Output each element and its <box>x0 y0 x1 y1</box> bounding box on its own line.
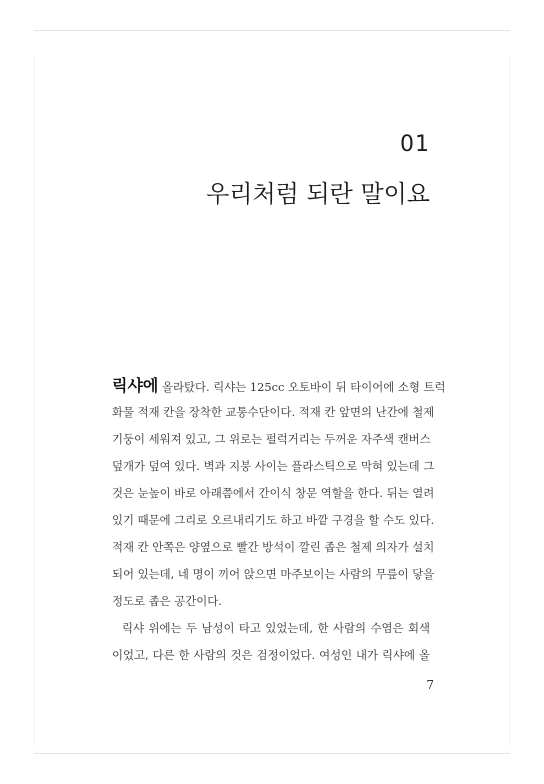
paragraph-1-line-9: 정도로 좁은 공간이다. <box>112 594 222 608</box>
lead-word: 릭샤에 <box>112 376 159 395</box>
paragraph-1-line-4: 덮개가 덮여 있다. 벽과 지붕 사이는 플라스틱으로 막혀 있는데 그 <box>112 459 435 473</box>
paragraph-1-line-1: 릭샤에 올라탔다. 릭샤는 125cc 오토바이 뒤 타이어에 소형 트럭 <box>112 376 446 395</box>
page-edge-right <box>509 58 510 746</box>
paragraph-2-line-2: 이었고, 다른 한 사람의 것은 검정이었다. 여성인 내가 릭샤에 올 <box>112 648 430 662</box>
paragraph-1-line-5: 것은 눈높이 바로 아래쯤에서 간이식 창문 역할을 한다. 뒤는 열려 <box>112 486 435 500</box>
paragraph-1-line-6: 있기 때문에 그리로 오르내리기도 하고 바깥 구경을 할 수도 있다. <box>112 513 435 527</box>
paragraph-1-line-3: 기둥이 세워져 있고, 그 위로는 펄럭거리는 두꺼운 자주색 캔버스 <box>112 432 431 446</box>
paragraph-2-line-1: 릭샤 위에는 두 남성이 타고 있었는데, 한 사람의 수염은 회색 <box>122 621 430 635</box>
body-text <box>112 372 446 669</box>
paragraph-1-line-8: 되어 있는데, 네 명이 끼어 앉으면 마주보이는 사람의 무릎이 닿을 <box>112 567 435 581</box>
paragraph-1-line-7: 적재 칸 안쪽은 양옆으로 빨간 방석이 깔린 좁은 철제 의자가 설치 <box>112 540 435 554</box>
page-number: 7 <box>426 678 434 692</box>
paragraph-1-line-2: 화물 적재 칸을 장착한 교통수단이다. 적재 칸 앞면의 난간에 철제 <box>112 405 435 419</box>
chapter-title: 우리처럼 되란 말이요 <box>206 180 430 208</box>
chapter-number: 01 <box>400 132 430 157</box>
page-edge-left <box>34 58 35 746</box>
